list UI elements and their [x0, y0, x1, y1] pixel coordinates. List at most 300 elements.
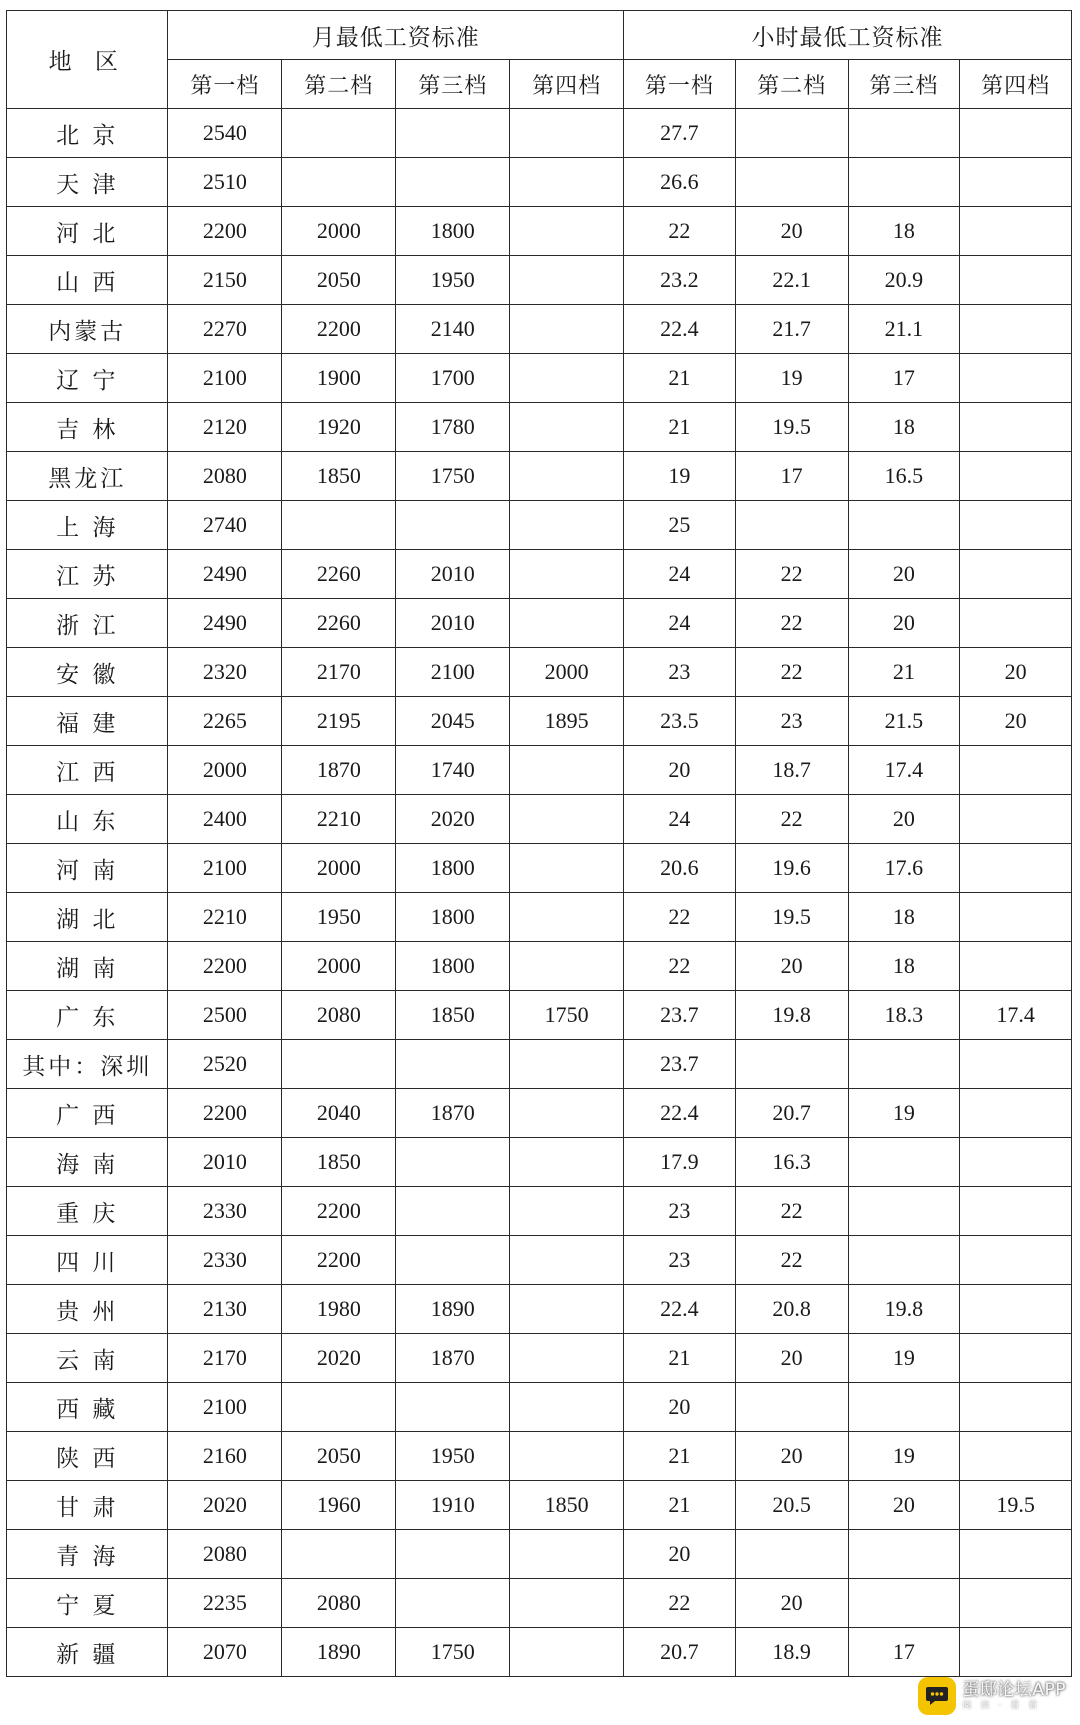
region-cell: 山 东	[7, 795, 168, 844]
hourly-tier-2-cell: 19.5	[735, 403, 848, 452]
hourly-tier-4-cell	[960, 305, 1072, 354]
hourly-tier-3-cell: 19.8	[848, 1285, 960, 1334]
region-cell: 吉 林	[7, 403, 168, 452]
table-row	[7, 501, 1072, 550]
region-cell: 海 南	[7, 1138, 168, 1187]
monthly-tier-2-cell: 2170	[282, 648, 396, 697]
hourly-tier-2-cell: 23	[735, 697, 848, 746]
hourly-tier-3-cell: 20	[848, 550, 960, 599]
hourly-tier-1-cell: 21	[624, 1432, 736, 1481]
region-cell: 江 西	[7, 746, 168, 795]
hourly-tier-2-cell: 19	[735, 354, 848, 403]
hourly-tier-1-cell: 25	[624, 501, 736, 550]
minimum-wage-table	[6, 10, 1072, 1677]
hourly-tier-1-cell: 24	[624, 550, 736, 599]
hourly-tier-2-cell: 22	[735, 795, 848, 844]
monthly-tier-4-cell	[510, 942, 624, 991]
hourly-tier-2-cell: 19.5	[735, 893, 848, 942]
region-cell: 福 建	[7, 697, 168, 746]
monthly-tier-1-cell: 2100	[168, 844, 282, 893]
monthly-tier-3-cell: 1800	[396, 893, 510, 942]
region-cell: 天 津	[7, 158, 168, 207]
hourly-tier-1-cell: 22	[624, 893, 736, 942]
hourly-tier-1-cell: 22.4	[624, 1285, 736, 1334]
hourly-tier-3-cell: 18.3	[848, 991, 960, 1040]
monthly-tier-4-cell	[510, 1432, 624, 1481]
hourly-tier-4-cell	[960, 1089, 1072, 1138]
monthly-tier-3-cell	[396, 501, 510, 550]
monthly-tier-3-cell: 2100	[396, 648, 510, 697]
hourly-tier-1-cell: 24	[624, 795, 736, 844]
table-row	[7, 256, 1072, 305]
chat-bubble-icon	[918, 1677, 956, 1715]
monthly-tier-2-cell: 1850	[282, 1138, 396, 1187]
monthly-tier-1-cell: 2080	[168, 452, 282, 501]
hourly-tier-4-cell	[960, 256, 1072, 305]
table-row	[7, 1187, 1072, 1236]
monthly-tier-1-cell: 2100	[168, 1383, 282, 1432]
app-watermark	[918, 1677, 1066, 1715]
hourly-tier-3-cell	[848, 1138, 960, 1187]
header-row-groups	[7, 11, 1072, 60]
region-cell: 广 西	[7, 1089, 168, 1138]
table-row	[7, 844, 1072, 893]
table-row	[7, 109, 1072, 158]
hourly-tier-4-cell	[960, 354, 1072, 403]
monthly-tier-2-cell: 1900	[282, 354, 396, 403]
table-row	[7, 158, 1072, 207]
hourly-tier-4-cell	[960, 403, 1072, 452]
table-row	[7, 795, 1072, 844]
hourly-tier-2-cell: 22	[735, 550, 848, 599]
monthly-tier-3-cell	[396, 1138, 510, 1187]
monthly-tier-4-cell	[510, 403, 624, 452]
monthly-tier-4-cell	[510, 1334, 624, 1383]
hourly-tier-3-cell: 18	[848, 403, 960, 452]
hourly-tier-1-cell: 23.7	[624, 991, 736, 1040]
table-row	[7, 1334, 1072, 1383]
table-row	[7, 991, 1072, 1040]
monthly-tier-4-cell	[510, 256, 624, 305]
monthly-tier-1-cell: 2265	[168, 697, 282, 746]
region-cell: 上 海	[7, 501, 168, 550]
table-row	[7, 1383, 1072, 1432]
monthly-tier-1-cell: 2080	[168, 1530, 282, 1579]
monthly-tier-1-cell: 2160	[168, 1432, 282, 1481]
monthly-tier-4-cell	[510, 1236, 624, 1285]
table-row	[7, 452, 1072, 501]
monthly-tier-3-cell: 1800	[396, 942, 510, 991]
monthly-tier-1-cell: 2235	[168, 1579, 282, 1628]
hourly-tier-1-cell: 24	[624, 599, 736, 648]
table-row	[7, 1236, 1072, 1285]
hourly-tier-1-cell: 21	[624, 354, 736, 403]
hourly-tier-3-cell: 18	[848, 942, 960, 991]
monthly-tier-1-cell: 2010	[168, 1138, 282, 1187]
hourly-tier-1-cell: 21	[624, 403, 736, 452]
monthly-tier-4-cell	[510, 1628, 624, 1677]
hourly-tier-2-cell: 18.9	[735, 1628, 848, 1677]
region-cell: 黑龙江	[7, 452, 168, 501]
hourly-tier-2-cell	[735, 1040, 848, 1089]
hourly-tier-2-cell: 20.8	[735, 1285, 848, 1334]
monthly-tier-4-cell	[510, 746, 624, 795]
monthly-tier-1-cell: 2490	[168, 550, 282, 599]
monthly-standard-header: 月最低工资标准	[168, 11, 624, 60]
monthly-tier-3-cell	[396, 1040, 510, 1089]
hourly-tier-3-cell	[848, 1236, 960, 1285]
monthly-tier-3-cell: 1750	[396, 1628, 510, 1677]
monthly-tier-1-cell: 2000	[168, 746, 282, 795]
hourly-tier-1-cell: 22.4	[624, 305, 736, 354]
monthly-tier-1-cell: 2270	[168, 305, 282, 354]
hourly-tier-1-cell: 22.4	[624, 1089, 736, 1138]
table-row	[7, 697, 1072, 746]
hourly-tier-1-cell: 20.6	[624, 844, 736, 893]
monthly-tier-2-cell	[282, 158, 396, 207]
region-cell: 湖 北	[7, 893, 168, 942]
hourly-tier-1-cell: 22	[624, 207, 736, 256]
table-row	[7, 648, 1072, 697]
table-row	[7, 1628, 1072, 1677]
hourly-tier-4-cell	[960, 1334, 1072, 1383]
table-row	[7, 893, 1072, 942]
hourly-tier-3-cell	[848, 158, 960, 207]
region-cell: 贵 州	[7, 1285, 168, 1334]
monthly-tier-4-cell	[510, 844, 624, 893]
hourly-tier-2-cell: 20	[735, 1334, 848, 1383]
hourly-tier-2-cell: 20.7	[735, 1089, 848, 1138]
hourly-tier-3-cell: 19	[848, 1334, 960, 1383]
region-cell: 四 川	[7, 1236, 168, 1285]
monthly-tier-1-cell: 2120	[168, 403, 282, 452]
monthly-tier-4-cell: 1850	[510, 1481, 624, 1530]
hourly-tier-2-cell: 20	[735, 942, 848, 991]
hourly-tier-3-cell: 20.9	[848, 256, 960, 305]
monthly-tier-3-cell: 2020	[396, 795, 510, 844]
monthly-tier-4-cell	[510, 501, 624, 550]
monthly-tier-4-cell	[510, 1089, 624, 1138]
hourly-tier-1-cell: 23	[624, 1236, 736, 1285]
hourly-tier-1-cell: 20	[624, 746, 736, 795]
hourly-tier-4-cell	[960, 207, 1072, 256]
monthly-tier-4-cell: 1895	[510, 697, 624, 746]
hourly-tier-2-cell: 22.1	[735, 256, 848, 305]
hourly-tier-2-cell: 20	[735, 1579, 848, 1628]
hourly-tier-3-cell: 20	[848, 599, 960, 648]
hourly-tier-3-cell: 19	[848, 1432, 960, 1481]
monthly-tier-4-cell	[510, 207, 624, 256]
region-cell: 山 西	[7, 256, 168, 305]
monthly-tier-4-header: 第四档	[510, 60, 624, 109]
hourly-tier-4-cell	[960, 1628, 1072, 1677]
monthly-tier-2-cell: 1850	[282, 452, 396, 501]
monthly-tier-3-cell: 1950	[396, 1432, 510, 1481]
hourly-standard-header: 小时最低工资标准	[624, 11, 1072, 60]
monthly-tier-3-cell: 1740	[396, 746, 510, 795]
monthly-tier-2-cell: 2000	[282, 844, 396, 893]
hourly-tier-3-cell: 19	[848, 1089, 960, 1138]
hourly-tier-4-cell	[960, 1530, 1072, 1579]
region-cell: 北 京	[7, 109, 168, 158]
monthly-tier-4-cell	[510, 452, 624, 501]
monthly-tier-2-cell: 2040	[282, 1089, 396, 1138]
table-row	[7, 746, 1072, 795]
hourly-tier-2-cell: 19.8	[735, 991, 848, 1040]
hourly-tier-2-cell	[735, 158, 848, 207]
hourly-tier-1-cell: 22	[624, 942, 736, 991]
hourly-tier-1-cell: 20	[624, 1530, 736, 1579]
monthly-tier-3-cell	[396, 1579, 510, 1628]
hourly-tier-1-cell: 20	[624, 1383, 736, 1432]
monthly-tier-1-cell: 2200	[168, 1089, 282, 1138]
monthly-tier-1-cell: 2400	[168, 795, 282, 844]
hourly-tier-4-cell: 20	[960, 697, 1072, 746]
monthly-tier-2-cell: 2080	[282, 1579, 396, 1628]
hourly-tier-4-cell	[960, 1040, 1072, 1089]
monthly-tier-2-cell: 1980	[282, 1285, 396, 1334]
hourly-tier-2-header: 第二档	[735, 60, 848, 109]
monthly-tier-3-cell: 1870	[396, 1334, 510, 1383]
hourly-tier-2-cell	[735, 1383, 848, 1432]
monthly-tier-1-cell: 2330	[168, 1236, 282, 1285]
monthly-tier-4-cell	[510, 1040, 624, 1089]
hourly-tier-1-cell: 23	[624, 1187, 736, 1236]
monthly-tier-2-cell	[282, 1383, 396, 1432]
monthly-tier-4-cell: 1750	[510, 991, 624, 1040]
hourly-tier-4-cell	[960, 942, 1072, 991]
region-cell: 辽 宁	[7, 354, 168, 403]
monthly-tier-3-cell: 2140	[396, 305, 510, 354]
hourly-tier-2-cell: 22	[735, 1187, 848, 1236]
hourly-tier-3-cell	[848, 1187, 960, 1236]
hourly-tier-3-cell: 17	[848, 354, 960, 403]
region-cell: 新 疆	[7, 1628, 168, 1677]
monthly-tier-1-cell: 2490	[168, 599, 282, 648]
hourly-tier-3-cell	[848, 1530, 960, 1579]
table-row	[7, 1285, 1072, 1334]
monthly-tier-2-cell: 2000	[282, 942, 396, 991]
table-row	[7, 1579, 1072, 1628]
hourly-tier-3-cell: 18	[848, 893, 960, 942]
monthly-tier-3-cell	[396, 1187, 510, 1236]
monthly-tier-3-cell: 1780	[396, 403, 510, 452]
monthly-tier-2-cell	[282, 109, 396, 158]
monthly-tier-2-cell	[282, 1530, 396, 1579]
hourly-tier-4-cell	[960, 501, 1072, 550]
monthly-tier-1-cell: 2070	[168, 1628, 282, 1677]
hourly-tier-2-cell: 17	[735, 452, 848, 501]
region-cell: 其中：深圳	[7, 1040, 168, 1089]
hourly-tier-3-cell: 16.5	[848, 452, 960, 501]
monthly-tier-3-cell	[396, 1236, 510, 1285]
monthly-tier-4-cell	[510, 109, 624, 158]
region-cell: 内蒙古	[7, 305, 168, 354]
table-row	[7, 403, 1072, 452]
monthly-tier-2-cell: 2200	[282, 1236, 396, 1285]
monthly-tier-2-cell: 1890	[282, 1628, 396, 1677]
hourly-tier-1-cell: 26.6	[624, 158, 736, 207]
hourly-tier-4-cell	[960, 1432, 1072, 1481]
hourly-tier-4-cell	[960, 844, 1072, 893]
hourly-tier-3-cell: 21	[848, 648, 960, 697]
hourly-tier-2-cell: 18.7	[735, 746, 848, 795]
hourly-tier-3-cell: 21.1	[848, 305, 960, 354]
monthly-tier-4-cell	[510, 158, 624, 207]
hourly-tier-2-cell	[735, 1530, 848, 1579]
monthly-tier-3-cell: 2045	[396, 697, 510, 746]
hourly-tier-4-cell	[960, 452, 1072, 501]
monthly-tier-2-cell: 1870	[282, 746, 396, 795]
monthly-tier-1-cell: 2510	[168, 158, 282, 207]
monthly-tier-2-cell: 1920	[282, 403, 396, 452]
table-row	[7, 305, 1072, 354]
monthly-tier-2-cell: 2050	[282, 256, 396, 305]
region-cell: 湖 南	[7, 942, 168, 991]
monthly-tier-3-header: 第三档	[396, 60, 510, 109]
monthly-tier-2-cell: 2200	[282, 1187, 396, 1236]
hourly-tier-4-cell	[960, 599, 1072, 648]
hourly-tier-4-cell	[960, 109, 1072, 158]
hourly-tier-4-cell: 19.5	[960, 1481, 1072, 1530]
monthly-tier-2-cell: 2260	[282, 550, 396, 599]
monthly-tier-1-cell: 2520	[168, 1040, 282, 1089]
region-cell: 云 南	[7, 1334, 168, 1383]
monthly-tier-1-cell: 2130	[168, 1285, 282, 1334]
hourly-tier-3-cell: 17	[848, 1628, 960, 1677]
region-cell: 河 北	[7, 207, 168, 256]
monthly-tier-3-cell	[396, 1530, 510, 1579]
hourly-tier-4-cell	[960, 1383, 1072, 1432]
hourly-tier-4-cell	[960, 1285, 1072, 1334]
monthly-tier-3-cell: 1950	[396, 256, 510, 305]
hourly-tier-1-cell: 27.7	[624, 109, 736, 158]
hourly-tier-1-cell: 21	[624, 1481, 736, 1530]
table-row	[7, 1432, 1072, 1481]
monthly-tier-3-cell: 1890	[396, 1285, 510, 1334]
table-row	[7, 599, 1072, 648]
region-cell: 重 庆	[7, 1187, 168, 1236]
hourly-tier-2-cell	[735, 109, 848, 158]
monthly-tier-4-cell	[510, 550, 624, 599]
hourly-tier-4-cell	[960, 1187, 1072, 1236]
monthly-tier-1-cell: 2150	[168, 256, 282, 305]
hourly-tier-2-cell: 20.5	[735, 1481, 848, 1530]
monthly-tier-3-cell: 2010	[396, 550, 510, 599]
hourly-tier-1-cell: 20.7	[624, 1628, 736, 1677]
monthly-tier-2-cell: 2210	[282, 795, 396, 844]
region-cell: 河 南	[7, 844, 168, 893]
hourly-tier-2-cell: 20	[735, 1432, 848, 1481]
hourly-tier-2-cell: 22	[735, 599, 848, 648]
region-cell: 陕 西	[7, 1432, 168, 1481]
region-cell: 江 苏	[7, 550, 168, 599]
monthly-tier-4-cell	[510, 354, 624, 403]
monthly-tier-3-cell: 1750	[396, 452, 510, 501]
monthly-tier-1-cell: 2210	[168, 893, 282, 942]
monthly-tier-4-cell	[510, 1383, 624, 1432]
monthly-tier-2-cell: 1950	[282, 893, 396, 942]
monthly-tier-4-cell	[510, 795, 624, 844]
hourly-tier-1-cell: 23.2	[624, 256, 736, 305]
region-cell: 甘 肃	[7, 1481, 168, 1530]
monthly-tier-1-cell: 2170	[168, 1334, 282, 1383]
monthly-tier-2-cell: 2195	[282, 697, 396, 746]
hourly-tier-1-cell: 17.9	[624, 1138, 736, 1187]
monthly-tier-2-header: 第二档	[282, 60, 396, 109]
monthly-tier-3-cell: 1910	[396, 1481, 510, 1530]
hourly-tier-3-cell: 18	[848, 207, 960, 256]
hourly-tier-2-cell: 22	[735, 648, 848, 697]
table-row	[7, 1481, 1072, 1530]
region-cell: 青 海	[7, 1530, 168, 1579]
region-cell: 浙 江	[7, 599, 168, 648]
table-row	[7, 942, 1072, 991]
hourly-tier-4-cell: 20	[960, 648, 1072, 697]
region-cell: 宁 夏	[7, 1579, 168, 1628]
monthly-tier-4-cell	[510, 1530, 624, 1579]
monthly-tier-1-cell: 2740	[168, 501, 282, 550]
monthly-tier-2-cell: 1960	[282, 1481, 396, 1530]
monthly-tier-2-cell: 2260	[282, 599, 396, 648]
hourly-tier-4-cell	[960, 746, 1072, 795]
watermark-title: 蛋邸论坛APP	[962, 1679, 1066, 1700]
monthly-tier-3-cell: 1700	[396, 354, 510, 403]
hourly-tier-3-cell	[848, 1579, 960, 1628]
hourly-tier-3-cell: 20	[848, 795, 960, 844]
hourly-tier-1-cell: 23.7	[624, 1040, 736, 1089]
region-cell: 西 藏	[7, 1383, 168, 1432]
hourly-tier-2-cell: 22	[735, 1236, 848, 1285]
table-row	[7, 1089, 1072, 1138]
monthly-tier-3-cell: 1870	[396, 1089, 510, 1138]
hourly-tier-2-cell	[735, 501, 848, 550]
monthly-tier-1-cell: 2100	[168, 354, 282, 403]
table-row	[7, 207, 1072, 256]
monthly-tier-2-cell: 2020	[282, 1334, 396, 1383]
monthly-tier-3-cell	[396, 158, 510, 207]
monthly-tier-1-cell: 2020	[168, 1481, 282, 1530]
hourly-tier-3-cell: 20	[848, 1481, 960, 1530]
hourly-tier-3-header: 第三档	[848, 60, 960, 109]
table-row	[7, 550, 1072, 599]
monthly-tier-4-cell	[510, 1579, 624, 1628]
monthly-tier-1-cell: 2330	[168, 1187, 282, 1236]
monthly-tier-4-cell: 2000	[510, 648, 624, 697]
hourly-tier-3-cell: 17.6	[848, 844, 960, 893]
hourly-tier-4-cell: 17.4	[960, 991, 1072, 1040]
hourly-tier-4-cell	[960, 1579, 1072, 1628]
monthly-tier-3-cell: 2010	[396, 599, 510, 648]
table-row	[7, 354, 1072, 403]
hourly-tier-3-cell	[848, 501, 960, 550]
hourly-tier-1-cell: 23.5	[624, 697, 736, 746]
wage-table-body	[7, 109, 1072, 1677]
hourly-tier-1-cell: 19	[624, 452, 736, 501]
hourly-tier-4-header: 第四档	[960, 60, 1072, 109]
hourly-tier-3-cell: 17.4	[848, 746, 960, 795]
monthly-tier-1-header: 第一档	[168, 60, 282, 109]
region-column-header: 地 区	[7, 11, 168, 109]
monthly-tier-1-cell: 2200	[168, 207, 282, 256]
monthly-tier-2-cell: 2200	[282, 305, 396, 354]
monthly-tier-3-cell: 1800	[396, 844, 510, 893]
monthly-tier-2-cell	[282, 1040, 396, 1089]
hourly-tier-4-cell	[960, 1236, 1072, 1285]
monthly-tier-1-cell: 2500	[168, 991, 282, 1040]
monthly-tier-4-cell	[510, 1187, 624, 1236]
hourly-tier-2-cell: 19.6	[735, 844, 848, 893]
